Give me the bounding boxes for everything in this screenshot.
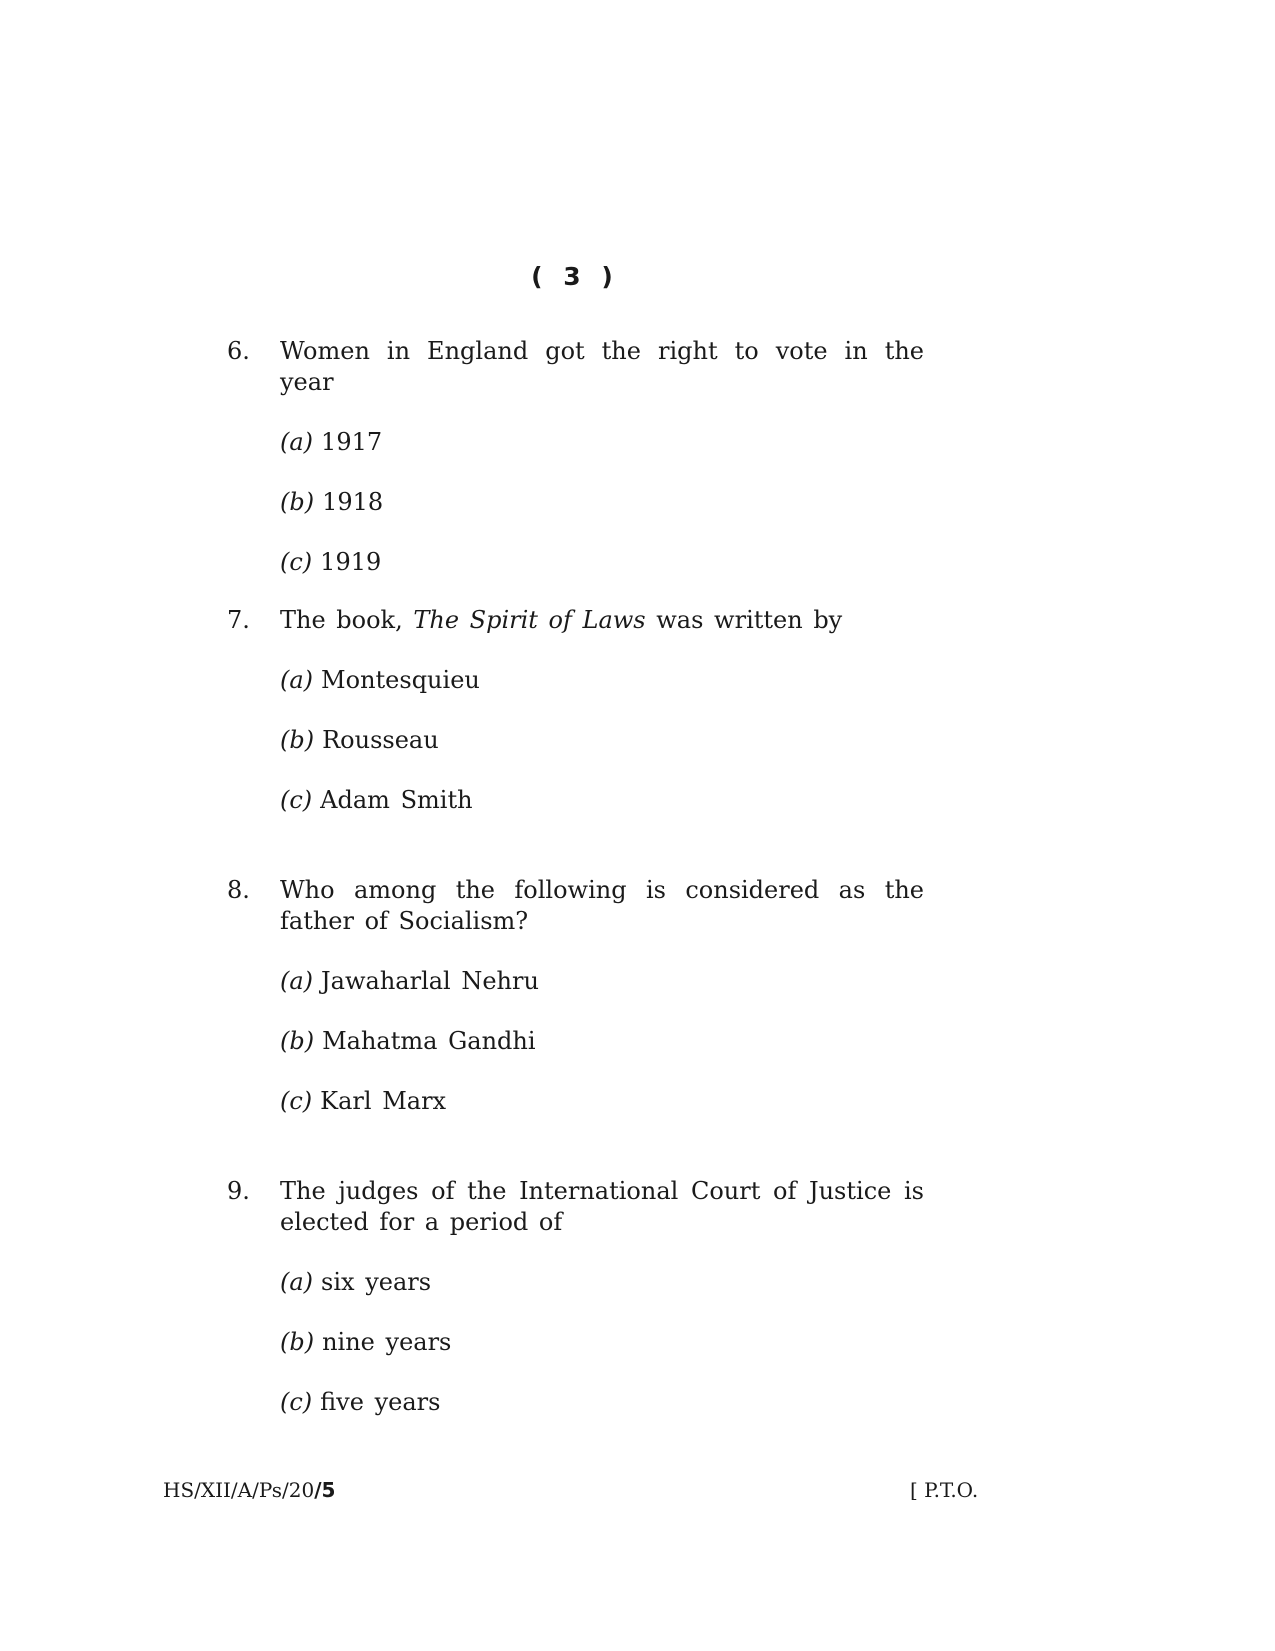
- option-text: Karl Marx: [320, 1087, 447, 1115]
- page-number: ( 3 ): [531, 262, 619, 291]
- question-number: 8.: [227, 876, 250, 904]
- option-b: [280, 725, 927, 756]
- option-text: Rousseau: [322, 726, 439, 754]
- question-8: [227, 875, 927, 1117]
- book-title: The Spirit of Laws: [413, 606, 646, 634]
- option-a: [280, 665, 927, 696]
- option-label: (c): [280, 1087, 313, 1115]
- option-label: (b): [280, 488, 315, 516]
- option-label: (a): [280, 666, 314, 694]
- option-text: five years: [320, 1388, 441, 1416]
- option-b: [280, 487, 927, 518]
- question-7: [227, 605, 927, 816]
- option-label: (a): [280, 967, 314, 995]
- option-label: (a): [280, 428, 314, 456]
- option-label: (b): [280, 1027, 315, 1055]
- question-text: Who among the following is considered as the father of Socialism?: [280, 876, 924, 935]
- question-number: 7.: [227, 606, 250, 634]
- question-text: The judges of the International Court of Justice is elected for a period of: [280, 1177, 924, 1236]
- option-text: six years: [321, 1268, 432, 1296]
- question-9: [227, 1176, 927, 1418]
- option-text: 1917: [321, 428, 383, 456]
- option-text: 1918: [322, 488, 384, 516]
- option-a: [280, 966, 927, 997]
- option-a: [280, 427, 927, 458]
- option-text: Jawaharlal Nehru: [321, 967, 539, 995]
- option-label: (b): [280, 1328, 315, 1356]
- pto-label: [ P.T.O.: [910, 1478, 979, 1502]
- option-c: [280, 547, 927, 578]
- option-text: nine years: [322, 1328, 452, 1356]
- option-b: [280, 1327, 927, 1358]
- option-label: (c): [280, 1388, 313, 1416]
- option-text: Adam Smith: [320, 786, 473, 814]
- question-text: Women in England got the right to vote in the year: [280, 337, 924, 396]
- option-b: [280, 1026, 927, 1057]
- option-label: (c): [280, 548, 313, 576]
- option-a: [280, 1267, 927, 1298]
- option-text: Montesquieu: [321, 666, 480, 694]
- option-text: 1919: [320, 548, 382, 576]
- option-c: [280, 1387, 927, 1418]
- question-number: 9.: [227, 1177, 250, 1205]
- option-label: (b): [280, 726, 315, 754]
- paper-code: HS/XII/A/Ps/20/5: [163, 1478, 336, 1502]
- option-label: (c): [280, 786, 313, 814]
- option-c: [280, 785, 927, 816]
- option-text: Mahatma Gandhi: [322, 1027, 536, 1055]
- option-c: [280, 1086, 927, 1117]
- question-text: The book, The Spirit of Laws was written by: [280, 606, 843, 634]
- question-number: 6.: [227, 337, 250, 365]
- option-label: (a): [280, 1268, 314, 1296]
- question-6: [227, 336, 927, 578]
